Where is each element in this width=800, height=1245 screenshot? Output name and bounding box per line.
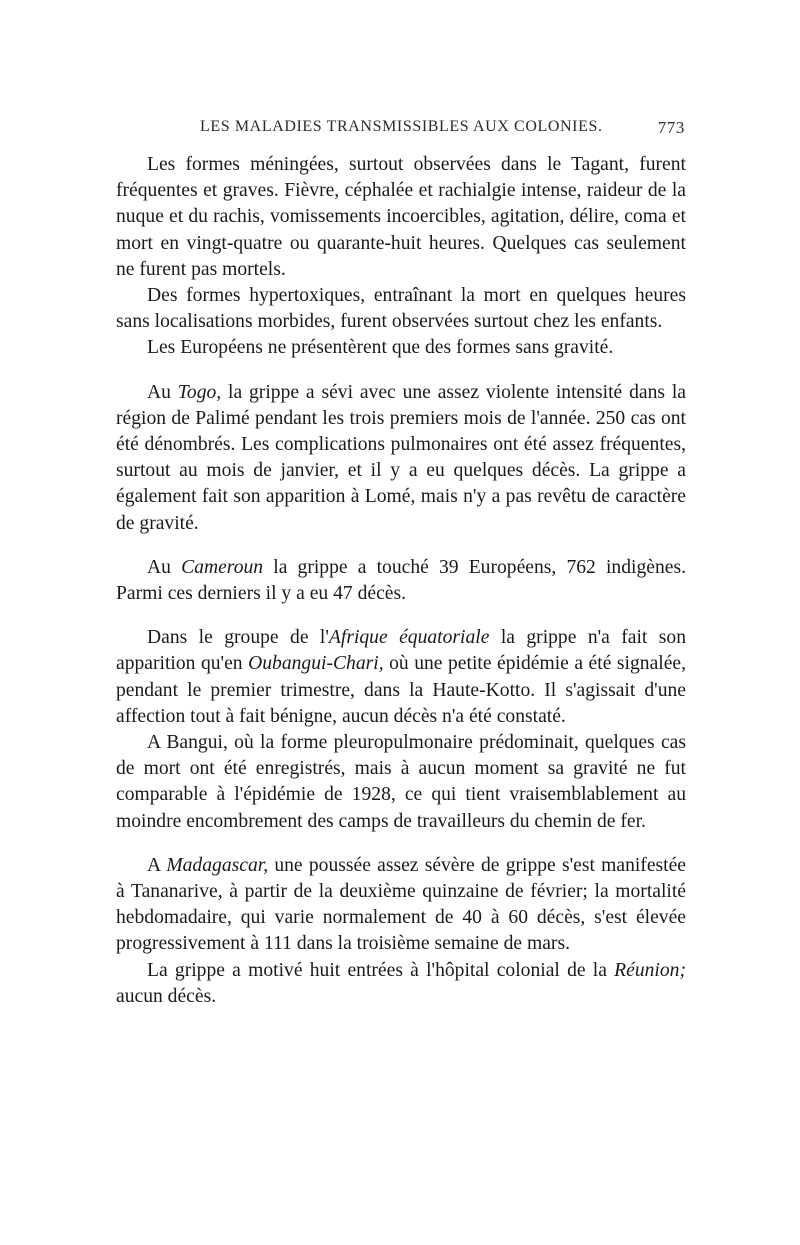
paragraph-cameroun xyxy=(116,555,686,607)
text-segment: où une petite épidémie a été signalée, pendant le premier trimestre, dans la Haute-Kotto. Il s'agissait d'une affection tout à fait bénigne, aucun décès n'a été constaté. xyxy=(116,653,686,727)
paragraph-meningeal-forms xyxy=(116,152,686,283)
paragraph-reunion xyxy=(116,958,686,1010)
paragraph-togo xyxy=(116,380,686,537)
paragraph-hypertoxic-forms xyxy=(116,283,686,335)
place-name-cameroun: Cameroun xyxy=(181,556,264,578)
paragraph-bangui xyxy=(116,730,686,835)
text-segment: La grippe a motivé huit entrées à l'hôpital colonial de la xyxy=(147,959,615,981)
text-segment: aucun décès. xyxy=(116,985,217,1007)
place-name-oubangui-chari: Oubangui-Chari, xyxy=(248,653,384,675)
text-segment: Dans le groupe de l' xyxy=(147,627,329,649)
text-segment: Au xyxy=(147,556,182,578)
text-segment: la grippe n'a fait son apparition qu'en xyxy=(116,627,686,675)
running-head xyxy=(145,118,685,142)
place-name-reunion: Réunion; xyxy=(614,959,686,981)
paragraph-madagascar xyxy=(116,853,686,958)
page-number: 773 xyxy=(657,118,685,137)
text-segment: Des formes hypertoxiques, entraînant la mort en quelques heures sans localisations morbides, furent observées surtout chez les enfants. xyxy=(116,285,686,333)
text-segment: Au xyxy=(147,381,178,403)
text-segment: la grippe a touché 39 Européens, 762 indigènes. Parmi ces derniers il y a eu 47 décès. xyxy=(116,556,686,605)
place-name-togo: Togo, xyxy=(177,381,222,403)
text-segment: A Bangui, où la forme pleuropulmonaire prédominait, quelques cas de mort ont été enregistrés, mais à aucun moment sa gravité ne fut comparable à l'épidémie de 1928, ce qui tient vraisemblablement au moindre encombrement des camps de travailleurs du chemin de fer. xyxy=(116,732,686,832)
text-segment: Les formes méningées, surtout observées dans le Tagant, furent fréquentes et graves. Fièvre, céphalée et rachialgie intense, raideur de la nuque et du rachis, vomissements incoercibles, agitation, délire, coma et mort en vingt-quatre ou quarante-huit heures. Quelques cas seulement ne furent pas mortels. xyxy=(116,154,686,280)
running-title: LES MALADIES TRANSMISSIBLES AUX COLONIES. xyxy=(200,118,603,135)
text-segment: Les Européens ne présentèrent que des formes sans gravité. xyxy=(147,337,614,359)
place-name-madagascar: Madagascar, xyxy=(166,854,269,876)
paragraph-afrique-equatoriale xyxy=(116,625,686,730)
text-segment: A xyxy=(147,854,167,876)
place-name-afrique-equatoriale: Afrique équatoriale xyxy=(328,627,490,649)
text-segment: la grippe a sévi avec une assez violente intensité dans la région de Palimé pendant les trois premiers mois de l'année. 250 cas ont été dénombrés. Les complications pulmonaires ont été assez fréquentes, surtout au mois de janvier, et il y a eu quelques décès. La grippe a également fait son apparition à Lomé, mais n'y a pas revêtu de caractère de gravité. xyxy=(116,381,686,534)
body-text xyxy=(116,152,686,1010)
paragraph-europeans xyxy=(116,335,686,361)
text-segment: une poussée assez sévère de grippe s'est manifestée à Tananarive, à partir de la deuxième quinzaine de février; la mortalité hebdomadaire, qui varie normalement de 40 à 60 décès, s'est élevée progressivement à 111 dans la troisième semaine de mars. xyxy=(116,854,686,955)
